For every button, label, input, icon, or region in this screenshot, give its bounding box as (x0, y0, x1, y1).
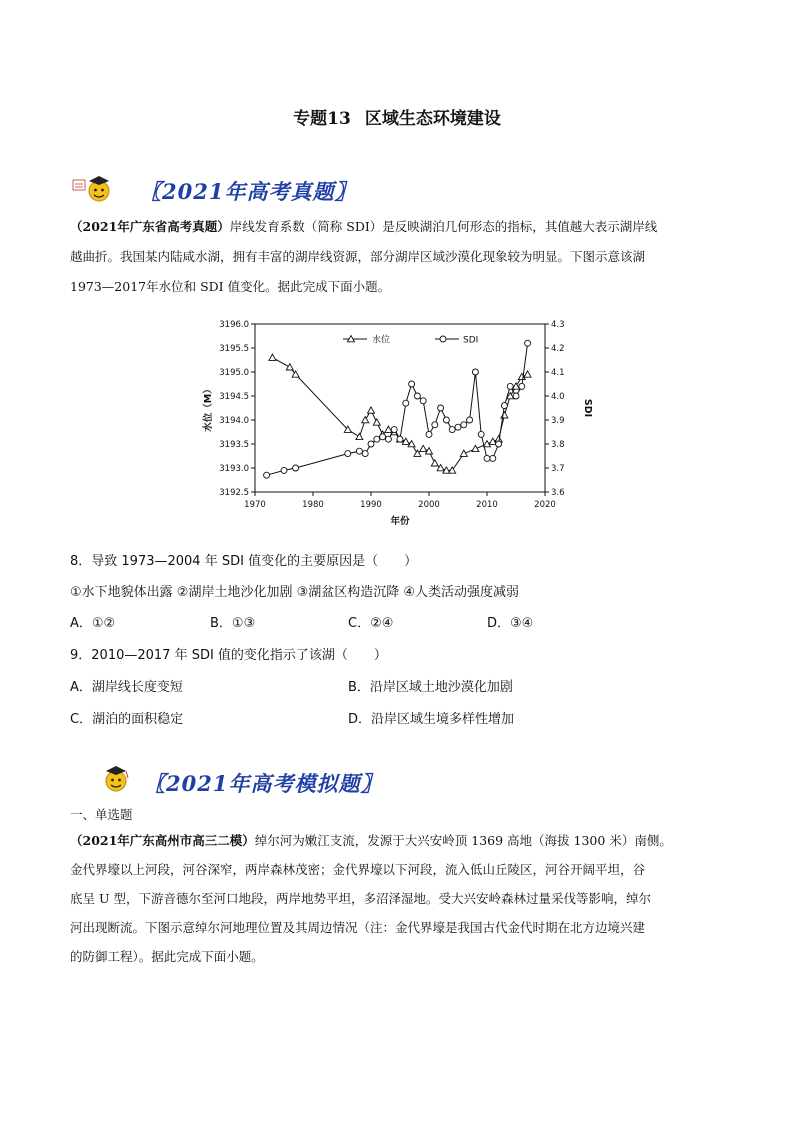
water-level-point (460, 450, 467, 456)
y-right-tick-label: 4.1 (551, 368, 565, 378)
water-level-point (269, 354, 276, 360)
y-right-tick-label: 4.3 (551, 320, 565, 330)
water-level-point (368, 407, 375, 413)
water-level-series-line (272, 358, 527, 471)
s2-line-4: 河出现断流。下图示意绰尔河地理位置及其周边情况（注：金代界壕是我国古代金代时期在北方边境兴建 (70, 920, 646, 935)
y-right-tick-label: 4.0 (551, 392, 565, 402)
section2-subhead: 一、单选题 (70, 807, 133, 822)
y-right-tick-label: 3.8 (551, 440, 565, 450)
y-left-tick-label: 3193.0 (219, 464, 249, 474)
water-level-sdi-chart (195, 312, 595, 538)
section2-heading: 〖2021年高考模拟题〗 (144, 771, 383, 796)
q8-option-c[interactable]: C．②④ (348, 616, 394, 631)
s2-line-2: 金代界壕以上河段，河谷深窄，两岸森林茂密；金代界壕以下河段，流入低山丘陵区，河谷开阔平坦，谷 (70, 862, 646, 877)
sdi-point (426, 431, 432, 437)
section1-heading: 〖2021年高考真题〗 (140, 179, 357, 204)
sdi-point (368, 441, 374, 447)
section2-header (96, 764, 136, 798)
q9-stem: 9．2010—2017 年 SDI 值的变化指示了该湖（ ） (70, 648, 387, 663)
sdi-point (385, 436, 391, 442)
x-tick-label: 2010 (476, 500, 498, 510)
scholar-mascot-icon (72, 174, 112, 204)
water-level-point (472, 445, 479, 451)
q8-option-d[interactable]: D．③④ (487, 616, 534, 631)
s2-line-1: 绰尔河为嫩江支流，发源于大兴安岭顶 1369 高地（海拔 1300 米）南侧。 (254, 833, 672, 848)
s2-line-5: 的防御工程）。据此完成下面小题。 (70, 949, 264, 964)
q8-stem: 8．导致 1973—2004 年 SDI 值变化的主要原因是（ ） (70, 554, 418, 569)
sdi-point (403, 400, 409, 406)
sdi-point (374, 436, 380, 442)
q8-option-b[interactable]: B．①③ (210, 616, 256, 631)
sdi-point (455, 424, 461, 430)
sdi-point (432, 422, 438, 428)
legend-sdi-label: SDI (463, 335, 479, 346)
sdi-point (438, 405, 444, 411)
sdi-point (391, 427, 397, 433)
water-level-point (431, 460, 438, 466)
sdi-point (461, 422, 467, 428)
s2-line-3: 底呈 U 型，下游音德尔至河口地段，两岸地势平坦，多沼泽湿地。受大兴安岭森林过量采伐等影响，绰尔 (70, 891, 651, 906)
q9-option-b[interactable]: B．沿岸区域土地沙漠化加剧 (348, 680, 513, 695)
y-right-tick-label: 3.6 (551, 488, 565, 498)
sdi-point (513, 393, 519, 399)
sdi-point (362, 451, 368, 457)
section2-intro (70, 826, 730, 971)
intro-line-2: 越曲折。我国某内陆咸水湖，拥有丰富的湖岸线资源，部分湖岸区域沙漠化现象较为明显。下图示意该湖 (70, 249, 646, 264)
y-right-tick-label: 3.9 (551, 416, 565, 426)
y-left-axis-label: 水位（M） (203, 384, 214, 432)
x-tick-label: 1980 (302, 500, 324, 510)
y-right-tick-label: 3.7 (551, 464, 565, 474)
y-left-tick-label: 3193.5 (219, 440, 249, 450)
sdi-point (478, 431, 484, 437)
water-level-point (524, 371, 531, 377)
water-level-point (356, 433, 363, 439)
section1-intro (70, 212, 730, 302)
water-level-point (420, 445, 427, 451)
sdi-point (264, 472, 270, 478)
intro-line-3: 1973—2017年水位和 SDI 值变化。据此完成下面小题。 (70, 279, 391, 294)
x-tick-label: 1990 (360, 500, 382, 510)
q9-option-a[interactable]: A．湖岸线长度变短 (70, 680, 183, 695)
sdi-point (490, 455, 496, 461)
water-level-point (373, 419, 380, 425)
scholar-mascot-icon (96, 764, 136, 794)
sdi-point (467, 417, 473, 423)
sdi-point (501, 403, 507, 409)
sdi-point (420, 398, 426, 404)
x-tick-label: 1970 (244, 500, 266, 510)
sdi-point (507, 383, 513, 389)
sdi-point (484, 455, 490, 461)
sdi-point (472, 369, 478, 375)
source-tag-2: （2021年广东高州市高三二模） (70, 833, 255, 848)
x-tick-label: 2020 (534, 500, 556, 510)
sdi-point (519, 383, 525, 389)
y-left-tick-label: 3195.0 (219, 368, 249, 378)
title-number: 专题13 (293, 109, 351, 129)
section1-header (72, 174, 112, 208)
q8-statements: ①水下地貌体出露 ②湖岸土地沙化加剧 ③湖盆区构造沉降 ④人类活动强度减弱 (70, 585, 520, 600)
y-right-tick-label: 4.2 (551, 344, 565, 354)
legend-sdi-marker (440, 336, 446, 342)
y-left-tick-label: 3195.5 (219, 344, 249, 354)
q9-option-d[interactable]: D．沿岸区域生境多样性增加 (348, 712, 515, 727)
source-tag: （2021年广东省高考真题） (70, 219, 230, 234)
sdi-point (414, 393, 420, 399)
x-axis-label: 年份 (390, 516, 410, 527)
sdi-point (281, 467, 287, 473)
y-left-tick-label: 3192.5 (219, 488, 249, 498)
sdi-point (409, 381, 415, 387)
sdi-point (443, 417, 449, 423)
q9-option-c[interactable]: C．湖泊的面积稳定 (70, 712, 184, 727)
x-tick-label: 2000 (418, 500, 440, 510)
sdi-point (356, 448, 362, 454)
legend-water-level-label: 水位 (372, 335, 391, 346)
water-level-point (286, 364, 293, 370)
sdi-point (380, 434, 386, 440)
sdi-point (496, 441, 502, 447)
sdi-point (525, 340, 531, 346)
title-text: 区域生态环境建设 (364, 109, 501, 129)
page-title (0, 104, 794, 129)
sdi-point (345, 451, 351, 457)
y-left-tick-label: 3196.0 (219, 320, 249, 330)
intro-line-1: 岸线发育系数（简称 SDI）是反映湖泊几何形态的指标，其值越大表示湖岸线 (229, 219, 658, 234)
y-left-tick-label: 3194.0 (219, 416, 249, 426)
water-level-point (501, 412, 508, 418)
q8-option-a[interactable]: A．①② (70, 616, 116, 631)
water-level-point (362, 417, 369, 423)
sdi-point (293, 465, 299, 471)
sdi-point (397, 436, 403, 442)
sdi-point (449, 427, 455, 433)
y-right-axis-label: SDI (582, 398, 593, 418)
y-left-tick-label: 3194.5 (219, 392, 249, 402)
